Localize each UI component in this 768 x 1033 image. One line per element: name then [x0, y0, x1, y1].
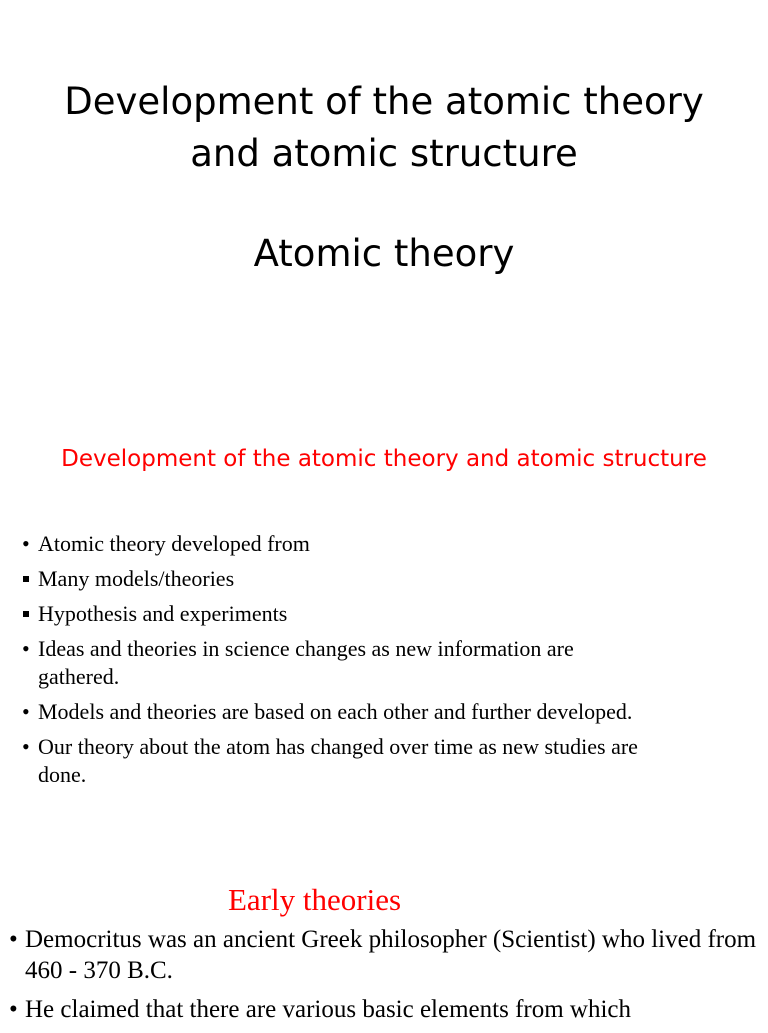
slide-3-bullet-list — [9, 924, 759, 1033]
list-item — [9, 994, 759, 1025]
bullet-text: Our theory about the atom has changed over time as new studies are done. — [38, 734, 638, 787]
bullet-text: Models and theories are based on each other and further developed. — [38, 699, 633, 724]
list-item — [22, 530, 642, 558]
slide-1-subtitle: Atomic theory — [253, 232, 515, 275]
list-item — [22, 565, 642, 593]
bullet-dot-icon — [9, 924, 18, 955]
bullet-text: Many models/theories — [38, 566, 235, 591]
list-item — [22, 600, 642, 628]
bullet-text: Democritus was an ancient Greek philosopher (Scientist) who lived from 460 - 370 B.C. — [25, 926, 757, 984]
bullet-dot-icon — [9, 994, 18, 1025]
bullet-text: Atomic theory developed from — [38, 531, 310, 556]
bullet-dot-icon — [22, 733, 36, 761]
bullet-dot-icon — [22, 530, 36, 558]
list-item — [22, 698, 642, 726]
slide-3-heading: Early theories — [228, 882, 402, 917]
bullet-text: Hypothesis and experiments — [38, 601, 288, 626]
slide-1-title-line-2: and atomic structure — [190, 132, 578, 175]
bullet-dot-icon — [22, 698, 36, 726]
bullet-dot-icon — [22, 635, 36, 663]
slide-2-bullet-list — [22, 530, 642, 796]
list-item — [22, 635, 642, 691]
slide-2-heading: Development of the atomic theory and atomic structure — [61, 446, 707, 472]
slide-1-title-line-1: Development of the atomic theory — [64, 80, 704, 123]
bullet-text: Ideas and theories in science changes as new information are gathered. — [38, 636, 574, 689]
bullet-text: He claimed that there are various basic elements from which — [25, 996, 632, 1023]
list-item — [22, 733, 642, 789]
list-item — [9, 924, 759, 986]
slide-1-title — [0, 76, 768, 180]
